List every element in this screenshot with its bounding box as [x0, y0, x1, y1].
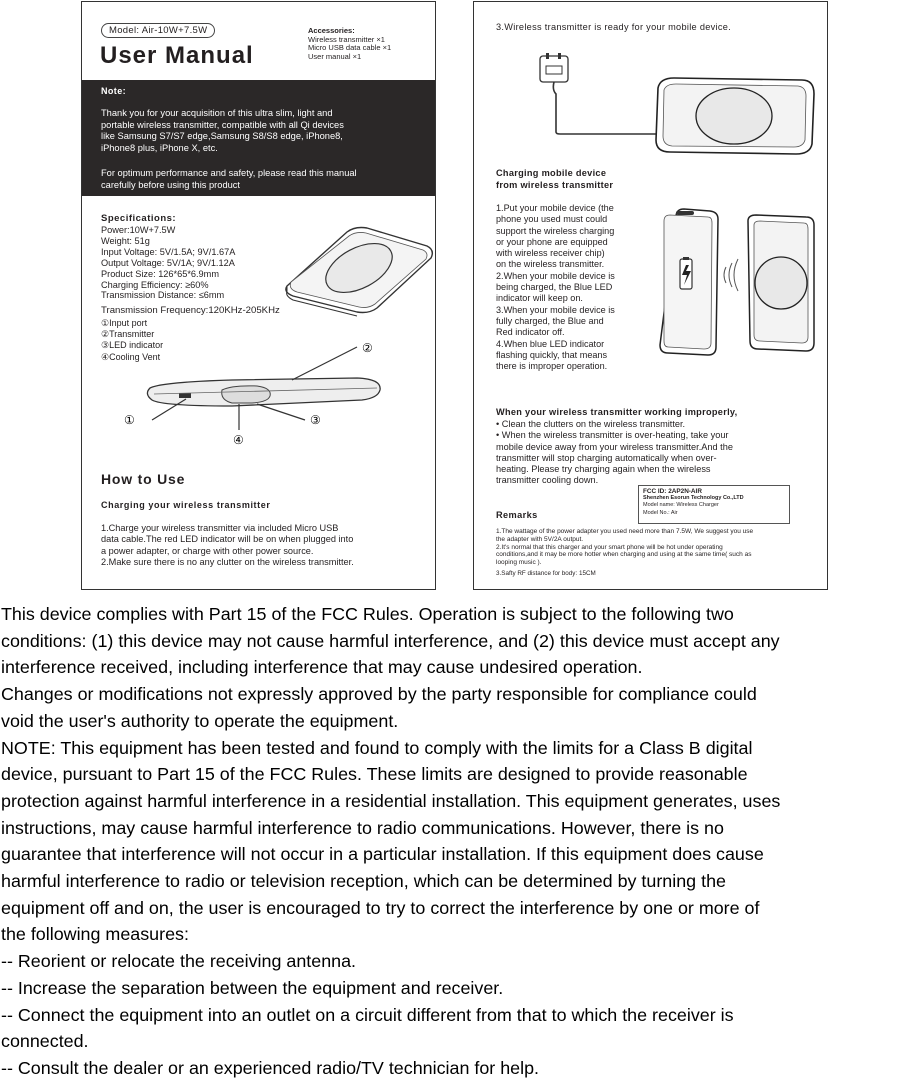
improper-text [496, 419, 816, 487]
fcc-line: protection against harmful interference in a residential installation. This equipment generates, uses [1, 790, 781, 811]
step-line: 4.When blue LED indicator [496, 338, 605, 349]
improper-line: heating. Please try charging again when the wireless [496, 464, 711, 475]
part-led-indicator: ③LED indicator [101, 340, 164, 351]
accessories-heading: Accessories: [308, 26, 355, 35]
step-line: 2.When your mobile device is [496, 270, 615, 281]
step-line: phone you used must could [496, 214, 608, 225]
accessories-list [308, 27, 391, 61]
fcc-line: equipment off and on, the user is encouraged to try to correct the interference by one or more of [1, 897, 760, 918]
accessory-item: Wireless transmitter ×1 [308, 34, 385, 44]
note-line: For optimum performance and safety, please read this manual [101, 168, 357, 178]
spec-line: Power:10W+7.5W [101, 225, 176, 235]
note-paragraph-2 [101, 168, 426, 191]
remark-line: 1.The wattage of the power adapter you used need more than 7.5W, We suggest you use [496, 528, 754, 535]
note-line: portable wireless transmitter, compatible with all Qi devices [101, 119, 344, 130]
fcc-line: harmful interference to radio or television reception, which can be determined by turning the [1, 871, 726, 892]
remark-line: 2.It's normal that this charger and your smart phone will be hot under operating [496, 543, 723, 551]
side-view-illustration [82, 332, 435, 452]
fcc-label-box [638, 485, 790, 524]
part-transmitter: ②Transmitter [101, 329, 155, 340]
improper-line: transmitter will stop charging automatically when over- [496, 452, 717, 463]
fcc-line: This device complies with Part 15 of the FCC Rules. Operation is subject to the following two [1, 604, 734, 624]
remark-line: looping music ). [496, 559, 542, 567]
specifications-heading: Specifications: [101, 213, 177, 224]
note-line: iPhone8 plus, iPhone X, etc. [101, 142, 218, 153]
callout-1: ① [124, 413, 135, 427]
spec-line: Transmission Distance: ≤6mm [101, 290, 225, 301]
spec-line: Product Size: 126*65*6.9mm [101, 268, 219, 279]
spec-line: Charging Efficiency: ≥60% [101, 279, 209, 290]
charging-transmitter-heading: Charging your wireless transmitter [101, 500, 271, 510]
step-line: on the wireless transmitter. [496, 259, 605, 270]
improper-line: transmitter cooling down. [496, 475, 599, 486]
remarks-rf-distance: 3.Safty RF distance for body: 15CM [496, 570, 596, 577]
step-line: with wireless receiver chip) [496, 248, 605, 259]
step-line: Red indicator off. [496, 327, 565, 338]
fcc-line: connected. [1, 1031, 89, 1052]
fcc-line: instructions, may cause harmful interference to radio communications. However, there is no [1, 817, 724, 838]
step-line: flashing quickly, that means [496, 349, 608, 360]
fcc-line: -- Reorient or relocate the receiving antenna. [1, 951, 357, 972]
how-to-use-heading: How to Use [101, 471, 186, 487]
remark-line: conditions,and it may be more hotter when charging and using at the same time( such as [496, 551, 752, 559]
how-to-use-text [101, 523, 431, 568]
step-line: 3.When your mobile device is [496, 304, 615, 315]
phone-on-pad-illustration [654, 207, 819, 357]
step-line: 1.Put your mobile device (the [496, 203, 614, 213]
charging-steps [496, 203, 648, 372]
charger-pad-illustration [277, 224, 436, 314]
step-line: fully charged, the Blue and [496, 315, 604, 326]
remark-line: the adapter with 5V/2A output. [496, 535, 584, 543]
note-paragraph [101, 108, 426, 154]
callout-3: ③ [310, 413, 321, 427]
adapter-and-pad-illustration [534, 50, 819, 155]
fcc-line: void the user's authority to operate the equipment. [1, 710, 399, 731]
fcc-line: guarantee that interference will not occur in a particular installation. If this equipment does cause [1, 844, 764, 865]
charging-mobile-heading [496, 168, 613, 191]
manual-left-page [81, 1, 436, 590]
how-line: 1.Charge your wireless transmitter via included Micro USB [101, 523, 339, 533]
remarks-heading: Remarks [496, 510, 538, 520]
specifications-list [101, 225, 235, 301]
note-box [82, 80, 435, 196]
how-line: 2.Make sure there is no any clutter on the wireless transmitter. [101, 556, 354, 567]
remarks-text [496, 528, 821, 567]
fcc-company: Shenzhen Esorun Technology Co.,LTD [643, 495, 744, 502]
accessory-item: User manual ×1 [308, 51, 362, 61]
step-line: or your phone are equipped [496, 236, 608, 247]
fcc-id: FCC ID: 2AP2N-AIR [643, 488, 702, 495]
note-line: carefully before using this product [101, 179, 241, 190]
note-line: Thank you for your acquisition of this ultra slim, light and [101, 108, 333, 118]
part-cooling-vent: ④Cooling Vent [101, 351, 161, 362]
fcc-line: the following measures: [1, 924, 189, 945]
part-input-port: ①Input port [101, 318, 148, 328]
model-badge: Model: Air-10W+7.5W [101, 23, 215, 38]
how-line: data cable.The red LED indicator will be on when plugged into [101, 534, 354, 545]
step3-text: 3.Wireless transmitter is ready for your mobile device. [496, 22, 732, 32]
fcc-model-no: Model No.: Air [643, 509, 678, 516]
fcc-line: interference received, including interference that may cause undesired operation. [1, 657, 643, 678]
manual-right-page [473, 1, 828, 590]
callout-4: ④ [233, 433, 244, 447]
fcc-line: Changes or modifications not expressly approved by the party responsible for compliance could [1, 684, 757, 705]
heading-line: from wireless transmitter [496, 179, 614, 190]
callout-2: ② [362, 341, 373, 355]
note-heading: Note: [101, 86, 126, 96]
spec-line: Weight: 51g [101, 235, 150, 246]
spec-line: Output Voltage: 5V/1A; 9V/1.12A [101, 257, 235, 268]
accessory-item: Micro USB data cable ×1 [308, 43, 392, 52]
how-line: a power adapter, or charge with other power source. [101, 545, 314, 556]
fcc-line: -- Increase the separation between the equipment and receiver. [1, 977, 504, 998]
spec-frequency: Transmission Frequency:120KHz-205KHz [101, 305, 280, 316]
improper-line: • When the wireless transmitter is over-heating, take your [496, 430, 729, 441]
manual-title: User Manual [100, 42, 254, 69]
fcc-line: -- Consult the dealer or an experienced radio/TV technician for help. [1, 1057, 540, 1078]
fcc-model-name: Model name: Wireless Charger [643, 502, 719, 509]
step-line: there is improper operation. [496, 361, 608, 372]
fcc-statement [1, 601, 907, 1082]
step-line: being charged, the Blue LED [496, 282, 613, 293]
fcc-line: NOTE: This equipment has been tested and found to comply with the limits for a Class B digital [1, 737, 753, 758]
fcc-line: device, pursuant to Part 15 of the FCC Rules. These limits are designed to provide reasonable [1, 764, 748, 785]
heading-line: Charging mobile device [496, 168, 607, 178]
note-line: like Samsung S7/S7 edge,Samsung S8/S8 edge, iPhone8, [101, 131, 343, 141]
step-line: support the wireless charging [496, 225, 615, 236]
spec-line: Input Voltage: 5V/1.5A; 9V/1.67A [101, 246, 236, 257]
improper-heading: When your wireless transmitter working improperly, [496, 407, 738, 417]
step-line: indicator will keep on. [496, 293, 583, 304]
fcc-line: -- Connect the equipment into an outlet on a circuit different from that to which the receiver is [1, 1004, 734, 1025]
improper-line: • Clean the clutters on the wireless transmitter. [496, 419, 686, 429]
improper-line: mobile device away from your wireless transmitter.And the [496, 441, 733, 452]
fcc-line: conditions: (1) this device may not cause harmful interference, and (2) this device must accept any [1, 630, 780, 651]
